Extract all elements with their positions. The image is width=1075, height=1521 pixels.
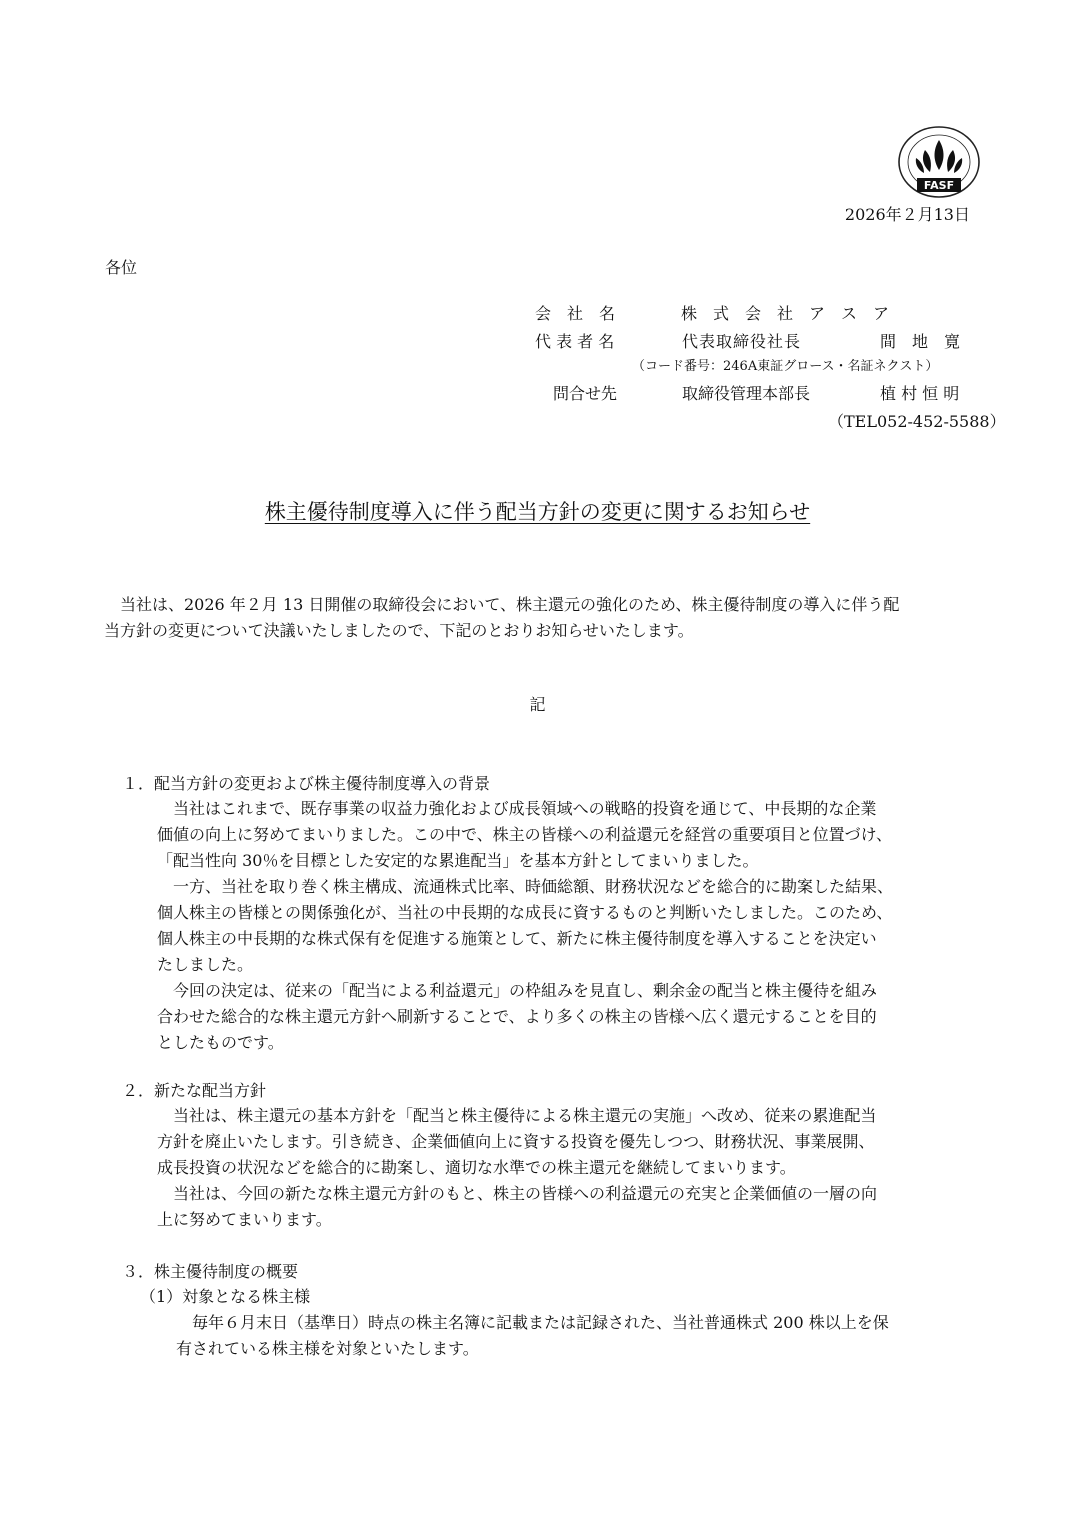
representative-name: 間 地 寛 [880,332,961,351]
section1-line: 個人株主の皆様との関係強化が、当社の中長期的な成長に資するものと判断いたしました。このため、 [157,903,893,922]
section1-line: たしました。 [157,955,254,974]
document-title [0,498,1075,526]
section2-heading: ２．新たな配当方針 [122,1081,267,1100]
section1-line: としたものです。 [157,1033,284,1052]
section2-body [157,1103,972,1233]
contact-title: 取締役管理本部長 [682,384,811,403]
date: 2026年２月13日 [844,205,970,224]
company-name-value: 株 式 会 社 ア ス ア [681,304,890,323]
addressee: 各位 [105,258,138,277]
section1-line: 個人株主の中長期的な株式保有を促進する施策として、新たに株主優待制度を導入することを決定い [157,929,877,948]
stock-code: （コード番号：246A東証グロース・名証ネクスト） [632,359,939,374]
section1-line: 今回の決定は、従来の「配当による利益還元」の枠組みを見直し、剰余金の配当と株主優待を組み [157,981,878,1000]
document-title-text: 株主優待制度導入に伴う配当方針の変更に関するお知らせ [264,500,811,524]
contact-label: 問合せ先 [553,384,618,403]
section1-line: 「配当性向 30％を目標とした安定的な累進配当」を基本方針としてまいりました。 [157,851,759,870]
section1-line: 価値の向上に努めてまいりました。この中で、株主の皆様への利益還元を経営の重要項目と位置づけ、 [157,825,893,844]
fasf-seal-logo [897,126,981,200]
section2-line: 上に努めてまいります。 [157,1210,332,1229]
representative-title: 代表取締役社長 [682,332,802,351]
seal-text: FASF [923,179,955,192]
contact-tel: （TEL052-452-5588） [828,412,1006,431]
section1-line: 合わせた総合的な株主還元方針へ刷新することで、より多くの株主の皆様へ広く還元することを目的 [157,1007,877,1026]
section3-sub1-line: 有されている株主様を対象といたします。 [176,1339,479,1358]
company-name-label: 会 社 名 [535,304,616,323]
section1-line: 一方、当社を取り巻く株主構成、流通株式比率、時価総額、財務状況などを総合的に勘案した結果、 [157,877,894,896]
section1-heading: １．配当方針の変更および株主優待制度導入の背景 [122,774,491,793]
contact-name: 植 村 恒 明 [880,384,960,403]
section3-heading: ３．株主優待制度の概要 [122,1262,299,1281]
section3-sub1-line: 毎年６月末日（基準日）時点の株主名簿に記載または記録された、当社普通株式 200 株以上を保 [176,1313,889,1332]
section2-line: 成長投資の状況などを総合的に勘案し、適切な水準での株主還元を継続してまいります。 [157,1158,796,1177]
section1-body [157,796,972,1056]
intro-paragraph [104,592,972,644]
intro-line: 当社は、2026 年２月 13 日開催の取締役会において、株主還元の強化のため、株主優待制度の導入に伴う配 [104,595,900,614]
section3-sub1-body [176,1310,972,1362]
representative-label: 代 表 者 名 [535,332,615,351]
ki-mark: 記 [529,695,546,714]
intro-line: 当方針の変更について決議いたしましたので、下記のとおりお知らせいたします。 [104,621,694,640]
section2-line: 当社は、今回の新たな株主還元方針のもと、株主の皆様への利益還元の充実と企業価値の一層の向 [157,1184,878,1203]
section2-line: 方針を廃止いたします。引き続き、企業価値向上に資する投資を優先しつつ、財務状況、事業展開、 [157,1132,875,1151]
section2-line: 当社は、株主還元の基本方針を「配当と株主優待による株主還元の実施」へ改め、従来の累進配当 [157,1106,877,1125]
section1-line: 当社はこれまで、既存事業の収益力強化および成長領域への戦略的投資を通じて、中長期的な企業 [157,799,877,818]
section3-sub1-heading: （1）対象となる株主様 [140,1287,311,1306]
